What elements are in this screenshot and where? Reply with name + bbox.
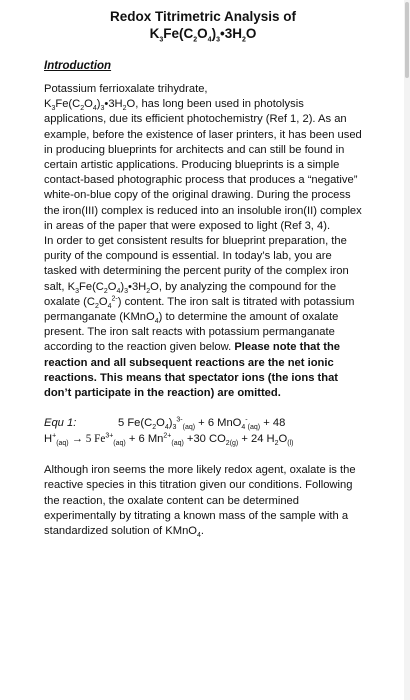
equation-1: Equ 1: 5 $Fe(C_2O_4)_3^{3-}_{(aq)} + 6$ MnO$_4$-$_{(aq)}$ + 48 $H^+_{(aq)} \to 5$ $Fe^{3+}_{(aq)} + 6$ $Mn^{2+}_{(aq)} +30$ $CO_{2(g)} + 24$ $H_2O_{(l)}$ (44, 416, 294, 448)
scrollbar-thumb[interactable] (405, 2, 409, 78)
document-title (44, 8, 362, 42)
equation-label: Equ 1: (44, 417, 77, 430)
vertical-scrollbar[interactable] (404, 0, 410, 700)
title-line-1: Redox Titrimetric Analysis of (109, 9, 297, 24)
note-bold: Please note that the reaction and all subsequent reactions are the net ionic reactions. This means that spectator ions (the ions that don’t participate in the reaction) are omitted. (44, 341, 340, 400)
paragraph-3: Although iron seems the more likely redox agent, oxalate is the reactive species in this titration given our conditions. Following the reaction, the oxalate content can be determined experimentally by titrating a known mass of the sample with a standardized solution of KMnO$_4$. (44, 464, 356, 540)
document-page (44, 8, 362, 539)
paragraph-intro-1: Potassium ferrioxalate trihydrate, $K_3Fe(C_2O_4)_3•3H_2O$, has long been used in photolysis applications, due its efficient photochemistry (Ref 1, 2). As an example, before the existence of laser printers, it has been used in producing blueprints for architects and can still be found in certain artistic applications. Producing blueprints is a simple contact-based photographic process that produces a “negative” white-on-blue copy of the original drawing. During the process the iron(III) complex is reduced into an insoluble iron(II) complex in areas of the paper that were exposed to light (Ref 3, 4). (44, 83, 362, 232)
title-formula: $K_3Fe(C_2O_4)_3•3H_2O$ (149, 26, 257, 44)
section-heading-introduction: Introduction (44, 60, 112, 72)
paragraph-intro-2: In order to get consistent results for blueprint preparation, the purity of the compound is essential. In today’s lab, you are tasked with determining the percent purity of the complex iron salt, $K_3Fe(C_2O_4)_3•3H_2O$, by analyzing the compound for the oxalate $(C_2O_4^{2-})$ content. The iron salt is titrated with potassium permanganate (KMnO$_4$) to determine the amount of oxalate present. The iron salt reacts with potassium permanganate according to the reaction given below. Please note that the reaction and all subsequent reactions are the net ionic reactions. This means that spectator ions (the ions that don’t participate in the reaction) are omitted. (44, 235, 355, 400)
